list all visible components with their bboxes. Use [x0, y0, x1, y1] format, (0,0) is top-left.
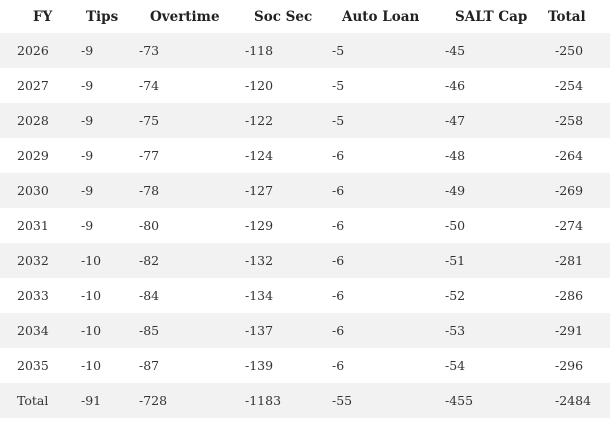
table-row — [0, 33, 610, 68]
cell-salt-cap: -54 — [442, 348, 546, 383]
cell-soc-sec: -1183 — [242, 383, 329, 418]
cell-auto-loan: -6 — [329, 208, 442, 243]
cell-salt-cap: -51 — [442, 243, 546, 278]
cell-auto-loan: -55 — [329, 383, 442, 418]
cell-overtime: -77 — [138, 138, 242, 173]
cell-tips: -10 — [79, 278, 138, 313]
cell-overtime: -87 — [138, 348, 242, 383]
cell-auto-loan: -5 — [329, 33, 442, 68]
cell-overtime: -728 — [138, 383, 242, 418]
cell-overtime: -75 — [138, 103, 242, 138]
cell-fy: 2034 — [0, 313, 79, 348]
cell-soc-sec: -122 — [242, 103, 329, 138]
cell-soc-sec: -129 — [242, 208, 329, 243]
cell-auto-loan: -6 — [329, 138, 442, 173]
table-total-row — [0, 383, 610, 418]
table-row — [0, 173, 610, 208]
cell-fy: Total — [0, 383, 79, 418]
header-overtime: Overtime — [150, 8, 220, 25]
cell-total: -274 — [546, 208, 610, 243]
cell-overtime: -85 — [138, 313, 242, 348]
cell-total: -281 — [546, 243, 610, 278]
cell-tips: -9 — [79, 208, 138, 243]
cell-overtime: -74 — [138, 68, 242, 103]
header-total: Total — [548, 8, 586, 25]
header-salt-cap: SALT Cap — [455, 8, 528, 25]
cell-salt-cap: -48 — [442, 138, 546, 173]
cell-salt-cap: -45 — [442, 33, 546, 68]
table-header — [0, 0, 610, 33]
cell-total: -258 — [546, 103, 610, 138]
cell-tips: -10 — [79, 313, 138, 348]
cell-tips: -91 — [79, 383, 138, 418]
table-row — [0, 103, 610, 138]
cell-tips: -9 — [79, 33, 138, 68]
cell-salt-cap: -52 — [442, 278, 546, 313]
header-tips: Tips — [86, 8, 119, 25]
table-row — [0, 313, 610, 348]
cell-fy: 2031 — [0, 208, 79, 243]
cell-salt-cap: -455 — [442, 383, 546, 418]
cell-soc-sec: -137 — [242, 313, 329, 348]
cell-tips: -9 — [79, 138, 138, 173]
cell-auto-loan: -6 — [329, 173, 442, 208]
cell-salt-cap: -47 — [442, 103, 546, 138]
cell-total: -291 — [546, 313, 610, 348]
cell-fy: 2029 — [0, 138, 79, 173]
cell-fy: 2028 — [0, 103, 79, 138]
cell-overtime: -84 — [138, 278, 242, 313]
table-row — [0, 68, 610, 103]
cell-salt-cap: -46 — [442, 68, 546, 103]
cell-overtime: -80 — [138, 208, 242, 243]
cell-salt-cap: -49 — [442, 173, 546, 208]
cell-fy: 2033 — [0, 278, 79, 313]
cell-overtime: -82 — [138, 243, 242, 278]
cell-tips: -10 — [79, 348, 138, 383]
table-row — [0, 243, 610, 278]
cell-fy: 2035 — [0, 348, 79, 383]
cell-auto-loan: -6 — [329, 313, 442, 348]
cell-soc-sec: -132 — [242, 243, 329, 278]
cell-tips: -9 — [79, 68, 138, 103]
cell-soc-sec: -134 — [242, 278, 329, 313]
cell-total: -2484 — [546, 383, 610, 418]
cell-tips: -9 — [79, 103, 138, 138]
cell-soc-sec: -127 — [242, 173, 329, 208]
cell-fy: 2026 — [0, 33, 79, 68]
cell-fy: 2030 — [0, 173, 79, 208]
cell-salt-cap: -53 — [442, 313, 546, 348]
cell-total: -286 — [546, 278, 610, 313]
header-auto-loan: Auto Loan — [342, 8, 420, 25]
table-row — [0, 348, 610, 383]
cell-total: -254 — [546, 68, 610, 103]
table-row — [0, 138, 610, 173]
header-row — [0, 0, 610, 33]
cell-auto-loan: -5 — [329, 68, 442, 103]
cell-overtime: -78 — [138, 173, 242, 208]
table-row — [0, 278, 610, 313]
cell-total: -264 — [546, 138, 610, 173]
cell-fy: 2032 — [0, 243, 79, 278]
cell-total: -269 — [546, 173, 610, 208]
header-soc-sec: Soc Sec — [254, 8, 313, 25]
cell-salt-cap: -50 — [442, 208, 546, 243]
cell-auto-loan: -6 — [329, 348, 442, 383]
cell-soc-sec: -118 — [242, 33, 329, 68]
cell-auto-loan: -6 — [329, 243, 442, 278]
cell-tips: -10 — [79, 243, 138, 278]
cell-total: -296 — [546, 348, 610, 383]
table-row — [0, 208, 610, 243]
cell-soc-sec: -139 — [242, 348, 329, 383]
cell-tips: -9 — [79, 173, 138, 208]
header-fy: FY — [33, 8, 53, 25]
cell-fy: 2027 — [0, 68, 79, 103]
cell-auto-loan: -5 — [329, 103, 442, 138]
cell-auto-loan: -6 — [329, 278, 442, 313]
cell-soc-sec: -120 — [242, 68, 329, 103]
cell-soc-sec: -124 — [242, 138, 329, 173]
table-body — [0, 33, 610, 418]
cell-total: -250 — [546, 33, 610, 68]
cell-overtime: -73 — [138, 33, 242, 68]
